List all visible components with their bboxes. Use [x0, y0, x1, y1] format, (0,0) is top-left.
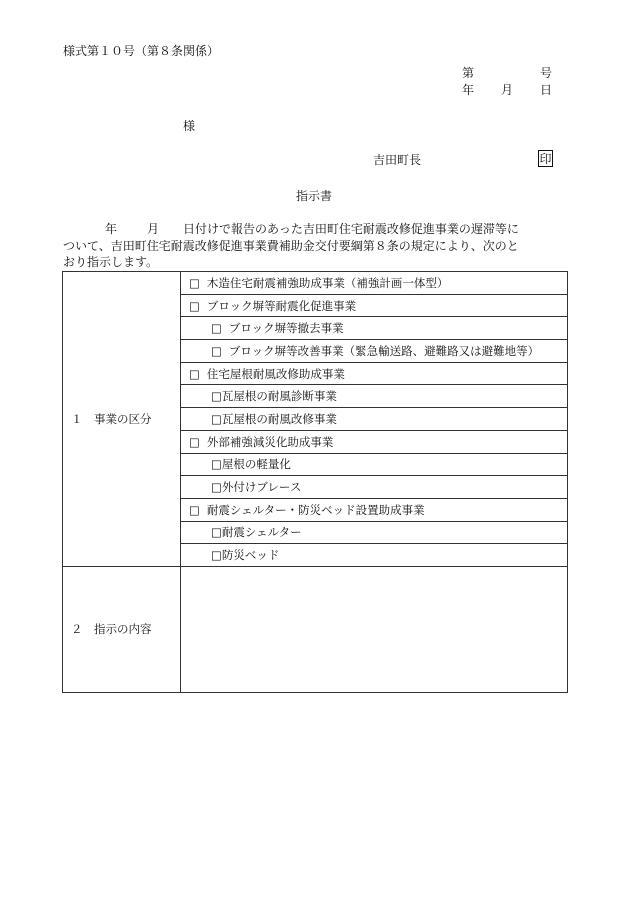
checkbox-icon[interactable]: □	[189, 275, 200, 290]
row-label-business-category: １ 事業の区分	[63, 272, 181, 567]
option-row	[181, 544, 568, 567]
date-day-label: 日	[540, 83, 553, 97]
option-row	[181, 521, 568, 544]
body-line-1-text: 日付けで報告のあった吉田町住宅耐震改修促進事業の遅滞等に	[183, 222, 519, 236]
option-row	[181, 294, 568, 317]
checkbox-icon[interactable]: □	[189, 502, 200, 517]
option-row	[181, 362, 568, 385]
form-number: 様式第１０号（第８条関係）	[63, 44, 220, 58]
option-row	[181, 453, 568, 476]
option-row	[181, 430, 568, 453]
seal-mark: 印	[539, 152, 552, 166]
checkbox-icon[interactable]: □	[211, 411, 222, 426]
body-year-label: 年	[105, 222, 118, 236]
body-line-2: ついて、吉田町住宅耐震改修促進事業費補助金交付要綱第８条の規定により、次のと	[63, 238, 519, 253]
body-line-3: おり指示します。	[63, 255, 159, 269]
option-label: 外付けブレース	[221, 480, 302, 495]
option-label: 屋根の軽量化	[221, 457, 291, 472]
option-row	[181, 272, 568, 295]
instruction-table-body	[63, 272, 568, 693]
option-label: ブロック塀等改善事業（緊急輸送路、避難路又は避難地等）	[228, 343, 540, 358]
document-number-label: 第	[462, 66, 475, 80]
checkbox-icon[interactable]: □	[211, 457, 222, 472]
option-row	[181, 408, 568, 431]
issuer-name: 吉田町長	[373, 153, 422, 167]
body-line-1	[63, 221, 568, 238]
table-row	[63, 566, 568, 692]
option-label: 瓦屋根の耐風改修事業	[221, 411, 337, 426]
row-label-instruction-content: ２ 指示の内容	[63, 566, 181, 692]
checkbox-icon[interactable]: □	[211, 525, 222, 540]
option-label: 外部補強減災化助成事業	[206, 434, 334, 449]
document-number-suffix: 号	[540, 66, 553, 80]
option-row	[181, 476, 568, 499]
option-row	[181, 385, 568, 408]
date-month-label: 月	[501, 83, 514, 97]
option-label: 住宅屋根耐風改修助成事業	[206, 366, 345, 381]
instruction-content-field[interactable]	[181, 566, 568, 692]
checkbox-icon[interactable]: □	[211, 321, 222, 336]
option-label: 防災ベッド	[221, 548, 280, 563]
option-label: ブロック塀等撤去事業	[228, 321, 344, 336]
option-label: 耐震シェルター	[221, 525, 302, 540]
checkbox-icon[interactable]: □	[189, 366, 200, 381]
option-row	[181, 498, 568, 521]
checkbox-icon[interactable]: □	[211, 389, 222, 404]
date-year-label: 年	[462, 83, 475, 97]
instruction-table	[62, 271, 568, 693]
addressee-honorific: 様	[183, 119, 196, 133]
checkbox-icon[interactable]: □	[189, 434, 200, 449]
checkbox-icon[interactable]: □	[189, 298, 200, 313]
checkbox-icon[interactable]: □	[211, 480, 222, 495]
option-row	[181, 317, 568, 340]
document-title: 指示書	[296, 189, 333, 203]
checkbox-icon[interactable]: □	[211, 343, 222, 358]
body-month-label: 月	[147, 222, 160, 236]
checkbox-icon[interactable]: □	[211, 548, 222, 563]
option-label: 耐震シェルター・防災ベッド設置助成事業	[206, 502, 425, 517]
option-label: ブロック塀等耐震化促進事業	[206, 298, 357, 313]
option-label: 瓦屋根の耐風診断事業	[221, 389, 337, 404]
table-row	[63, 272, 568, 295]
option-row	[181, 340, 568, 363]
body-text	[63, 221, 568, 271]
option-label: 木造住宅耐震補強助成事業（補強計画一体型）	[206, 275, 449, 290]
